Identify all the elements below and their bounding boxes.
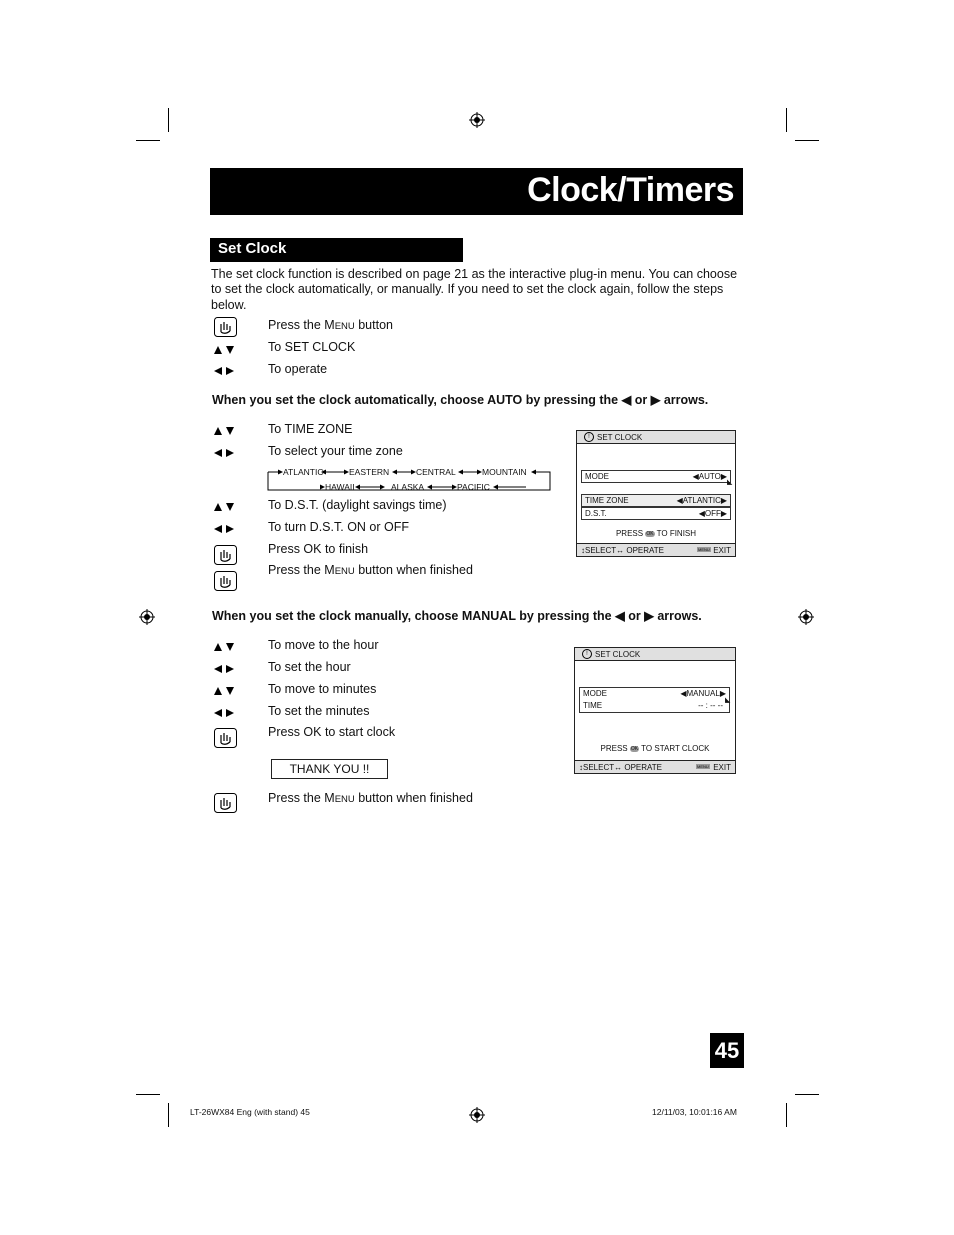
section-title-bar xyxy=(210,238,463,262)
manual-heading: When you set the clock manually, choose MANUAL by pressing the ◀ or ▶ arrows. xyxy=(212,609,702,623)
step-select-time-zone: To select your time zone xyxy=(268,444,403,458)
cursor-icon: ◣ xyxy=(725,697,731,704)
tz-atlantic: ATLANTIC xyxy=(283,467,324,477)
osd-footer: ↕SELECT↔ OPERATE MENU EXIT xyxy=(575,760,735,773)
osd-set-clock-auto xyxy=(576,430,736,557)
registration-mark-icon xyxy=(469,112,485,128)
hand-press-icon xyxy=(213,316,239,338)
left-right-arrows-icon xyxy=(213,362,239,380)
step-operate: To operate xyxy=(268,362,328,376)
up-down-arrows-icon xyxy=(213,422,239,440)
hand-press-icon xyxy=(213,792,239,814)
hand-press-icon xyxy=(213,727,239,749)
up-down-arrows-icon xyxy=(213,341,239,359)
auto-heading: When you set the clock automatically, choose AUTO by pressing the ◀ or ▶ arrows. xyxy=(212,393,709,407)
osd-footer: ↕SELECT↔ OPERATE MENU EXIT xyxy=(577,543,735,556)
step-press-ok-finish: Press OK to finish xyxy=(268,542,369,556)
left-right-arrows-icon xyxy=(213,660,239,678)
tz-central: CENTRAL xyxy=(416,467,456,477)
cursor-icon: ◣ xyxy=(727,479,733,486)
footer-left: LT-26WX84 Eng (with stand) 45 xyxy=(190,1107,310,1117)
step-dst: To D.S.T. (daylight savings time) xyxy=(268,498,447,512)
up-down-arrows-icon xyxy=(213,638,239,656)
osd-press-instruction: PRESS OK TO START CLOCK xyxy=(600,744,710,753)
left-right-arrows-icon xyxy=(213,520,239,538)
step-set-hour: To set the hour xyxy=(268,660,351,674)
registration-mark-icon xyxy=(469,1107,485,1123)
osd-time-zone-row: TIME ZONE ◀ATLANTIC▶ xyxy=(581,494,731,507)
page-title: Clock/Timers xyxy=(527,171,734,209)
hand-press-icon xyxy=(213,570,239,592)
step-move-minutes: To move to minutes xyxy=(268,682,377,696)
left-arrow-icon: ◀ xyxy=(615,609,625,623)
right-arrow-icon: ▶ xyxy=(644,609,654,623)
tz-mountain: MOUNTAIN xyxy=(482,467,527,477)
clock-icon: ! xyxy=(582,649,592,659)
osd-header: ! SET CLOCK xyxy=(577,431,735,444)
crop-mark xyxy=(168,108,169,132)
left-right-arrows-icon xyxy=(213,444,239,462)
step-set-clock: To SET CLOCK xyxy=(268,340,356,354)
up-down-arrows-icon xyxy=(213,682,239,700)
crop-mark xyxy=(795,140,819,141)
step-press-menu-finished: Press the MENU button when finished xyxy=(268,563,473,577)
page-number: 45 xyxy=(710,1033,744,1068)
osd-dst-row: D.S.T. ◀OFF▶ xyxy=(581,507,731,520)
step-press-ok-start: Press OK to start clock xyxy=(268,725,396,739)
registration-mark-icon xyxy=(798,609,814,625)
right-arrow-icon: ▶ xyxy=(650,393,661,407)
thank-you-box: THANK YOU !! xyxy=(271,759,388,779)
footer-right: 12/11/03, 10:01:16 AM xyxy=(652,1107,737,1117)
section-title: Set Clock xyxy=(218,240,287,257)
crop-mark xyxy=(786,108,787,132)
osd-mode-row: MODE ◀AUTO▶ xyxy=(581,470,731,483)
clock-icon: ! xyxy=(584,432,594,442)
intro-paragraph: The set clock function is described on page 21 as the interactive plug-in menu. You can choose to set the clock automatically, or manually. If you need to set the clock again, follow the steps below. xyxy=(211,267,738,312)
tz-alaska: ALASKA xyxy=(391,482,425,492)
hand-press-icon xyxy=(213,544,239,566)
step-move-hour: To move to the hour xyxy=(268,638,379,652)
tz-hawaii: HAWAII xyxy=(325,482,355,492)
up-down-arrows-icon xyxy=(213,498,239,516)
step-set-minutes: To set the minutes xyxy=(268,704,370,718)
step-final-press-menu: Press the MENU button when finished xyxy=(268,791,473,805)
crop-mark xyxy=(136,1094,160,1095)
step-time-zone: To TIME ZONE xyxy=(268,422,353,436)
tz-eastern: EASTERN xyxy=(349,467,390,477)
crop-mark xyxy=(786,1103,787,1127)
step-press-menu: Press the MENU button xyxy=(268,318,393,332)
tz-pacific: PACIFIC xyxy=(457,482,490,492)
registration-mark-icon xyxy=(139,609,155,625)
osd-mode-time-box: MODE ◀MANUAL▶ TIME -- : -- -- xyxy=(579,687,730,713)
crop-mark xyxy=(168,1103,169,1127)
left-arrow-icon: ◀ xyxy=(621,393,632,407)
crop-mark xyxy=(795,1094,819,1095)
step-dst-on-off: To turn D.S.T. ON or OFF xyxy=(268,520,409,534)
left-right-arrows-icon xyxy=(213,704,239,722)
osd-set-clock-manual xyxy=(574,647,736,774)
osd-press-instruction: PRESS OK TO FINISH xyxy=(615,529,697,538)
crop-mark xyxy=(136,140,160,141)
osd-header: ! SET CLOCK xyxy=(575,648,735,661)
page-title-bar xyxy=(210,168,743,215)
